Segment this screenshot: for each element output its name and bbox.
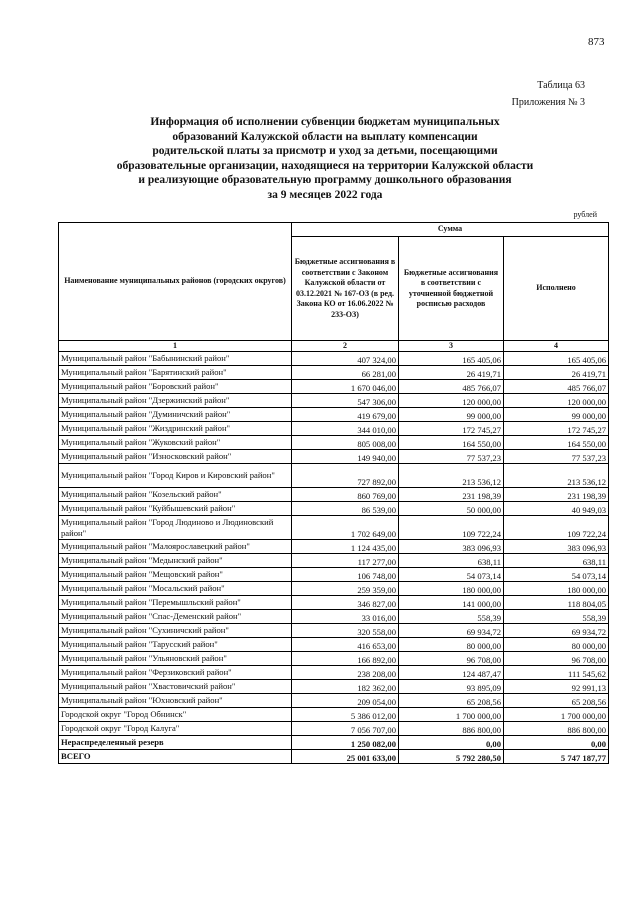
col-number: 4	[504, 341, 609, 352]
table-row	[59, 464, 609, 488]
district-name: Муниципальный район "Юхновский район"	[59, 694, 292, 708]
district-name: Муниципальный район "Город Людиново и Людиновский район"	[59, 516, 292, 540]
table-row	[59, 652, 609, 666]
refined-assignment: 65 208,56	[399, 694, 504, 708]
district-name: Муниципальный район "Ульяновский район"	[59, 652, 292, 666]
executed-amount: 111 545,62	[504, 666, 609, 680]
executed-amount: 383 096,93	[504, 540, 609, 554]
table-row	[59, 380, 609, 394]
table-row	[59, 352, 609, 366]
refined-assignment: 54 073,14	[399, 568, 504, 582]
district-name: Муниципальный район "Куйбышевский район"	[59, 502, 292, 516]
subvention-table	[58, 222, 609, 764]
approved-assignment: 5 386 012,00	[292, 708, 399, 722]
approved-assignment: 182 362,00	[292, 680, 399, 694]
appendix-label: Приложения № 3	[511, 97, 585, 108]
table-row	[59, 502, 609, 516]
executed-amount: 638,11	[504, 554, 609, 568]
approved-assignment: 149 940,00	[292, 450, 399, 464]
approved-assignment: 727 892,00	[292, 464, 399, 488]
col4-header: Исполнено	[504, 237, 609, 341]
refined-assignment: 164 550,00	[399, 436, 504, 450]
executed-amount: 485 766,07	[504, 380, 609, 394]
units-label: рублей	[573, 210, 597, 219]
col2-header: Бюджетные ассигнования в соответствии с Законом Калужской области от 03.12.2021 № 167-ОЗ (в ред. Закона КО от 16.06.2022 № 233-ОЗ)	[292, 237, 399, 341]
refined-assignment: 5 792 280,50	[399, 750, 504, 764]
executed-amount: 96 708,00	[504, 652, 609, 666]
sum-header: Сумма	[292, 223, 609, 237]
district-name: Муниципальный район "Думиничский район"	[59, 408, 292, 422]
approved-assignment: 166 892,00	[292, 652, 399, 666]
district-name: Муниципальный район "Город Киров и Кировский район"	[59, 464, 292, 488]
executed-amount: 65 208,56	[504, 694, 609, 708]
executed-amount: 172 745,27	[504, 422, 609, 436]
approved-assignment: 1 670 046,00	[292, 380, 399, 394]
approved-assignment: 416 653,00	[292, 638, 399, 652]
approved-assignment: 209 054,00	[292, 694, 399, 708]
col3-header: Бюджетные ассигнования в соответствии с уточненной бюджетной росписью расходов	[399, 237, 504, 341]
refined-assignment: 383 096,93	[399, 540, 504, 554]
approved-assignment: 238 208,00	[292, 666, 399, 680]
title-line: образовательные организации, находящиеся на территории Калужской области	[116, 159, 534, 172]
col-number: 2	[292, 341, 399, 352]
refined-assignment: 165 405,06	[399, 352, 504, 366]
refined-assignment: 50 000,00	[399, 502, 504, 516]
table-row	[59, 610, 609, 624]
district-name: Муниципальный район "Козельский район"	[59, 488, 292, 502]
district-name: ВСЕГО	[59, 750, 292, 764]
approved-assignment: 259 359,00	[292, 582, 399, 596]
col-name-header: Наименование муниципальных районов (городских округов)	[59, 223, 292, 341]
approved-assignment: 407 324,00	[292, 352, 399, 366]
refined-assignment: 141 000,00	[399, 596, 504, 610]
table-row	[59, 736, 609, 750]
executed-amount: 99 000,00	[504, 408, 609, 422]
refined-assignment: 1 700 000,00	[399, 708, 504, 722]
title-line: и реализующие образовательную программу дошкольного образования	[138, 174, 512, 186]
table-row	[59, 366, 609, 380]
refined-assignment: 213 536,12	[399, 464, 504, 488]
district-name: Муниципальный район "Медынский район"	[59, 554, 292, 568]
table-row	[59, 488, 609, 502]
table-row	[59, 450, 609, 464]
col-number: 3	[399, 341, 504, 352]
table-row	[59, 722, 609, 736]
refined-assignment: 26 419,71	[399, 366, 504, 380]
table-row	[59, 694, 609, 708]
approved-assignment: 346 827,00	[292, 596, 399, 610]
district-name: Городской округ "Город Калуга"	[59, 722, 292, 736]
district-name: Муниципальный район "Жуковский район"	[59, 436, 292, 450]
table-row	[59, 516, 609, 540]
district-name: Муниципальный район "Износковский район"	[59, 450, 292, 464]
executed-amount: 80 000,00	[504, 638, 609, 652]
executed-amount: 165 405,06	[504, 352, 609, 366]
approved-assignment: 33 016,00	[292, 610, 399, 624]
executed-amount: 231 198,39	[504, 488, 609, 502]
approved-assignment: 1 250 082,00	[292, 736, 399, 750]
district-name: Муниципальный район "Барятинский район"	[59, 366, 292, 380]
refined-assignment: 485 766,07	[399, 380, 504, 394]
approved-assignment: 320 558,00	[292, 624, 399, 638]
executed-amount: 1 700 000,00	[504, 708, 609, 722]
district-name: Муниципальный район "Хвастовичский район"	[59, 680, 292, 694]
refined-assignment: 69 934,72	[399, 624, 504, 638]
title-line: Информация об исполнении субвенции бюджетам муниципальных	[150, 116, 500, 128]
table-label: Таблица 63	[537, 80, 585, 91]
table-row	[59, 624, 609, 638]
district-name: Муниципальный район "Тарусский район"	[59, 638, 292, 652]
approved-assignment: 7 056 707,00	[292, 722, 399, 736]
table-row	[59, 596, 609, 610]
executed-amount: 77 537,23	[504, 450, 609, 464]
refined-assignment: 558,39	[399, 610, 504, 624]
district-name: Муниципальный район "Дзержинский район"	[59, 394, 292, 408]
district-name: Муниципальный район "Мосальский район"	[59, 582, 292, 596]
executed-amount: 0,00	[504, 736, 609, 750]
refined-assignment: 109 722,24	[399, 516, 504, 540]
district-name: Нераспределенный резерв	[59, 736, 292, 750]
executed-amount: 180 000,00	[504, 582, 609, 596]
approved-assignment: 547 306,00	[292, 394, 399, 408]
refined-assignment: 77 537,23	[399, 450, 504, 464]
approved-assignment: 66 281,00	[292, 366, 399, 380]
executed-amount: 5 747 187,77	[504, 750, 609, 764]
table-row	[59, 394, 609, 408]
refined-assignment: 886 800,00	[399, 722, 504, 736]
district-name: Муниципальный район "Малоярославецкий район"	[59, 540, 292, 554]
table-row	[59, 666, 609, 680]
executed-amount: 40 949,03	[504, 502, 609, 516]
table-row	[59, 680, 609, 694]
page-number: 873	[588, 36, 605, 48]
approved-assignment: 1 124 435,00	[292, 540, 399, 554]
title-line: родительской платы за присмотр и уход за детьми, посещающими	[152, 145, 498, 157]
refined-assignment: 80 000,00	[399, 638, 504, 652]
district-name: Муниципальный район "Спас-Деменский район"	[59, 610, 292, 624]
district-name: Муниципальный район "Сухиничский район"	[59, 624, 292, 638]
table-row	[59, 750, 609, 764]
refined-assignment: 96 708,00	[399, 652, 504, 666]
district-name: Муниципальный район "Ферзиковский район"	[59, 666, 292, 680]
district-name: Городской округ "Город Обнинск"	[59, 708, 292, 722]
table-row	[59, 422, 609, 436]
title-line: образований Калужской области на выплату компенсации	[172, 130, 478, 143]
executed-amount: 213 536,12	[504, 464, 609, 488]
executed-amount: 558,39	[504, 610, 609, 624]
table-row	[59, 638, 609, 652]
executed-amount: 120 000,00	[504, 394, 609, 408]
refined-assignment: 0,00	[399, 736, 504, 750]
col-number: 1	[59, 341, 292, 352]
approved-assignment: 860 769,00	[292, 488, 399, 502]
table-body	[59, 352, 609, 764]
refined-assignment: 180 000,00	[399, 582, 504, 596]
table-row	[59, 708, 609, 722]
refined-assignment: 99 000,00	[399, 408, 504, 422]
document-title	[90, 115, 560, 202]
district-name: Муниципальный район "Жиздринский район"	[59, 422, 292, 436]
refined-assignment: 638,11	[399, 554, 504, 568]
executed-amount: 69 934,72	[504, 624, 609, 638]
refined-assignment: 172 745,27	[399, 422, 504, 436]
district-name: Муниципальный район "Перемышльский район"	[59, 596, 292, 610]
approved-assignment: 805 008,00	[292, 436, 399, 450]
table-row	[59, 408, 609, 422]
executed-amount: 109 722,24	[504, 516, 609, 540]
approved-assignment: 25 001 633,00	[292, 750, 399, 764]
refined-assignment: 231 198,39	[399, 488, 504, 502]
district-name: Муниципальный район "Боровский район"	[59, 380, 292, 394]
refined-assignment: 93 895,09	[399, 680, 504, 694]
executed-amount: 26 419,71	[504, 366, 609, 380]
approved-assignment: 1 702 649,00	[292, 516, 399, 540]
refined-assignment: 124 487,47	[399, 666, 504, 680]
table-row	[59, 582, 609, 596]
district-name: Муниципальный район "Мещовский район"	[59, 568, 292, 582]
table-row	[59, 436, 609, 450]
refined-assignment: 120 000,00	[399, 394, 504, 408]
approved-assignment: 117 277,00	[292, 554, 399, 568]
executed-amount: 92 991,13	[504, 680, 609, 694]
table-row	[59, 568, 609, 582]
approved-assignment: 419 679,00	[292, 408, 399, 422]
executed-amount: 118 804,05	[504, 596, 609, 610]
executed-amount: 164 550,00	[504, 436, 609, 450]
table-row	[59, 540, 609, 554]
executed-amount: 54 073,14	[504, 568, 609, 582]
executed-amount: 886 800,00	[504, 722, 609, 736]
approved-assignment: 344 010,00	[292, 422, 399, 436]
approved-assignment: 106 748,00	[292, 568, 399, 582]
table-row	[59, 554, 609, 568]
title-line: за 9 месяцев 2022 года	[267, 188, 383, 201]
district-name: Муниципальный район "Бабынинский район"	[59, 352, 292, 366]
approved-assignment: 86 539,00	[292, 502, 399, 516]
